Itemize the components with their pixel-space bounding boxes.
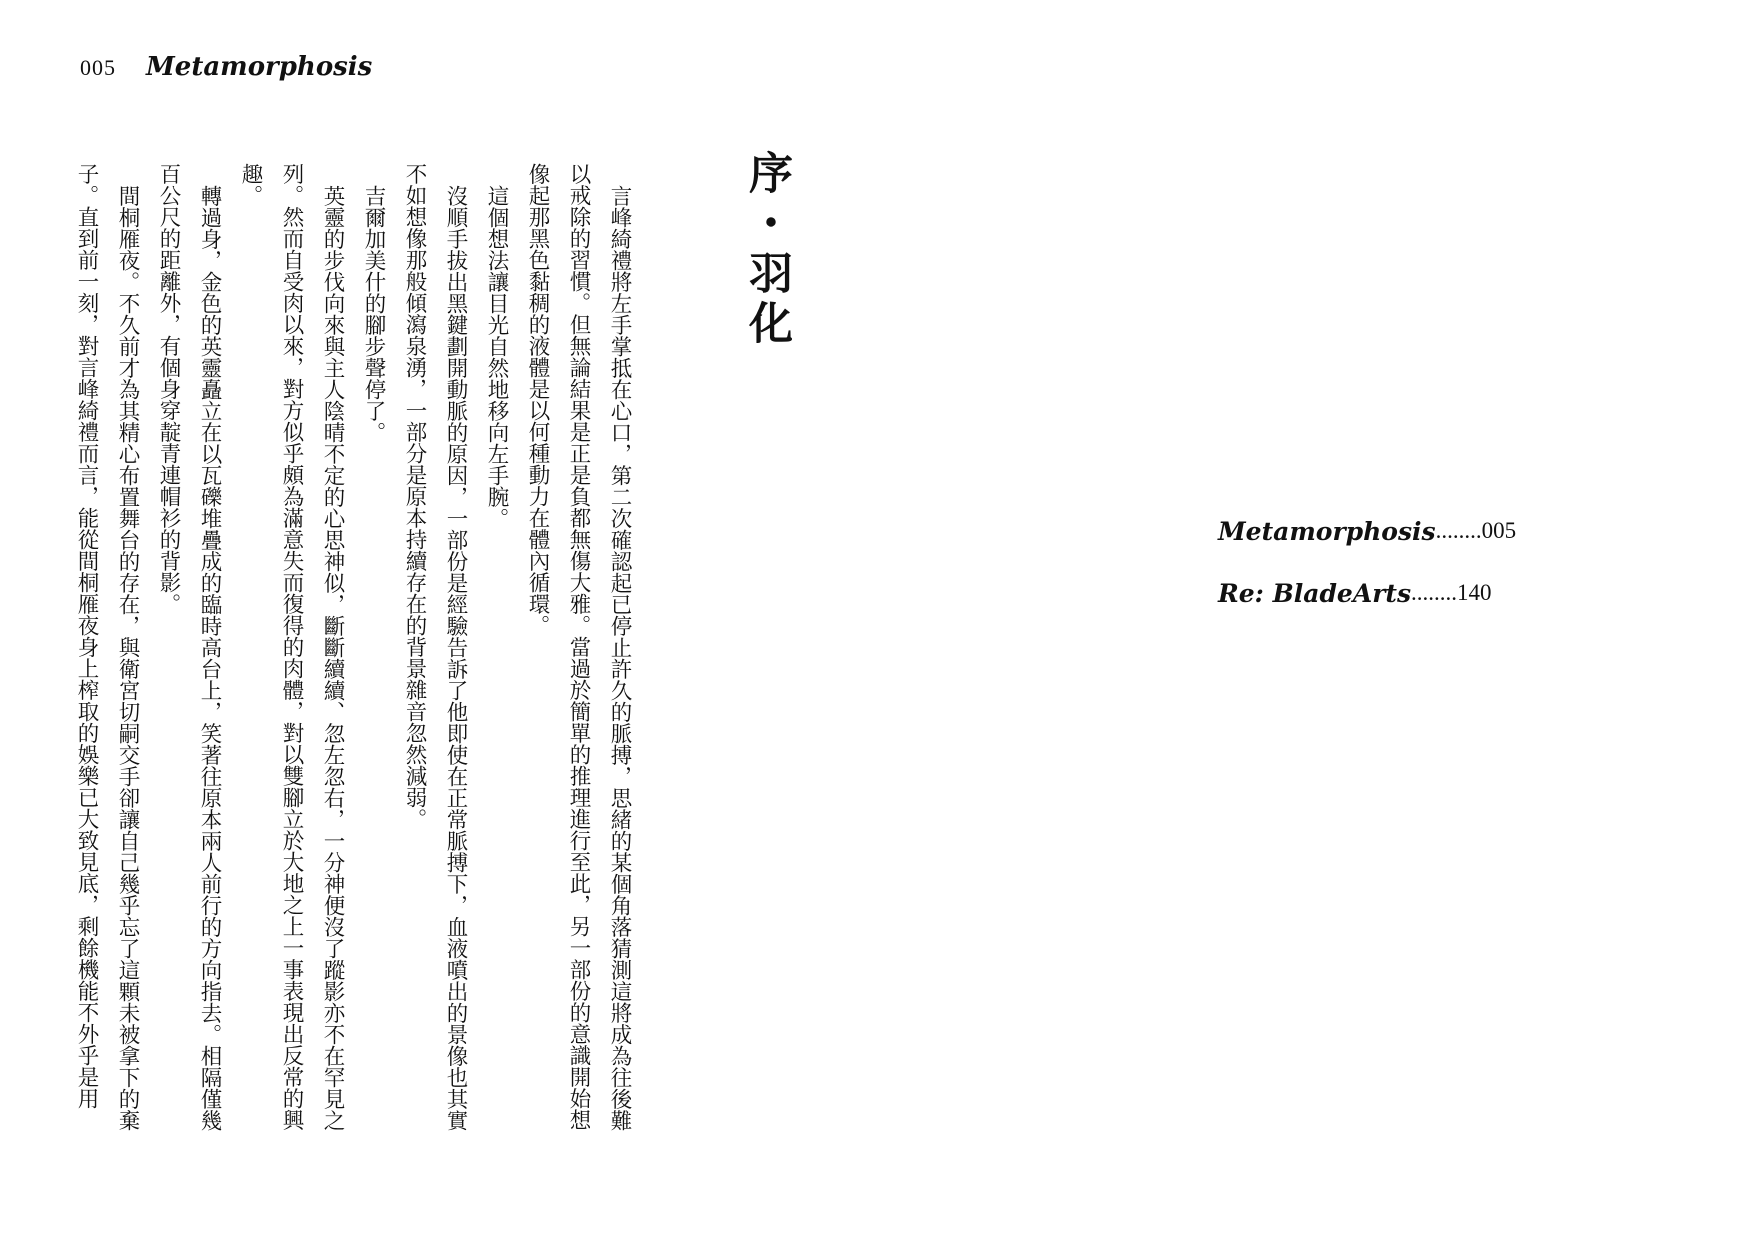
toc-entry-page: 005 <box>1481 518 1517 543</box>
table-of-contents <box>1218 500 1516 624</box>
paragraph: 英靈的步伐向來與主人陰晴不定的心思神似，斷斷續續、忽左忽右，一分神便沒了蹤影亦不在罕見之列。然而自受肉以來，對方似乎頗為滿意失而復得的肉體，對以雙腳立於大地之上一事表現出反常的興趣。 <box>238 163 345 1131</box>
paragraph: 吉爾加美什的腳步聲停了。 <box>361 184 386 443</box>
paragraph: 轉過身，金色的英靈矗立在以瓦礫堆疊成的臨時高台上，笑著往原本兩人前行的方向指去。相隔僅幾百公尺的距離外，有個身穿靛青連帽衫的背影。 <box>156 163 222 1131</box>
toc-entry[interactable] <box>1218 500 1516 562</box>
toc-entry-title: Re: BladeArts <box>1218 578 1412 608</box>
page-header <box>80 52 372 82</box>
toc-entry-leader: ........ <box>1411 580 1458 605</box>
page-number: 005 <box>80 55 116 80</box>
paragraph: 間桐雁夜。不久前才為其精心布置舞台的存在，與衛宮切嗣交手卻讓自己幾乎忘了這顆未被拿下的棄子。直到前一刻，對言峰綺禮而言，能從間桐雁夜身上榨取的娛樂已大致見底，剩餘機能不外乎是用 <box>74 163 140 1131</box>
chapter-title: 序・羽化 <box>741 150 792 350</box>
paragraph: 這個想法讓目光自然地移向左手腕。 <box>484 184 509 529</box>
body-text <box>66 163 640 1133</box>
running-chapter-title: Metamorphosis <box>146 52 373 82</box>
toc-entry-page: 140 <box>1457 580 1492 605</box>
paragraph: 言峰綺禮將左手掌抵在心口，第二次確認起已停止許久的脈搏，思緒的某個角落猜測這將成為往後難以戒除的習慣。但無論結果是正是負都無傷大雅。當過於簡單的推理進行至此，另一部份的意識開始想像起那黑色黏稠的液體是以何種動力在體內循環。 <box>525 163 632 1131</box>
toc-entry[interactable] <box>1218 562 1516 624</box>
toc-entry-leader: ........ <box>1435 518 1482 543</box>
toc-entry-title: Metamorphosis <box>1218 516 1436 546</box>
paragraph: 沒順手拔出黑鍵劃開動脈的原因，一部份是經驗告訴了他即使在正常脈搏下，血液噴出的景像也其實不如想像那般傾瀉泉湧，一部分是原本持續存在的背景雜音忽然減弱。 <box>402 163 468 1131</box>
